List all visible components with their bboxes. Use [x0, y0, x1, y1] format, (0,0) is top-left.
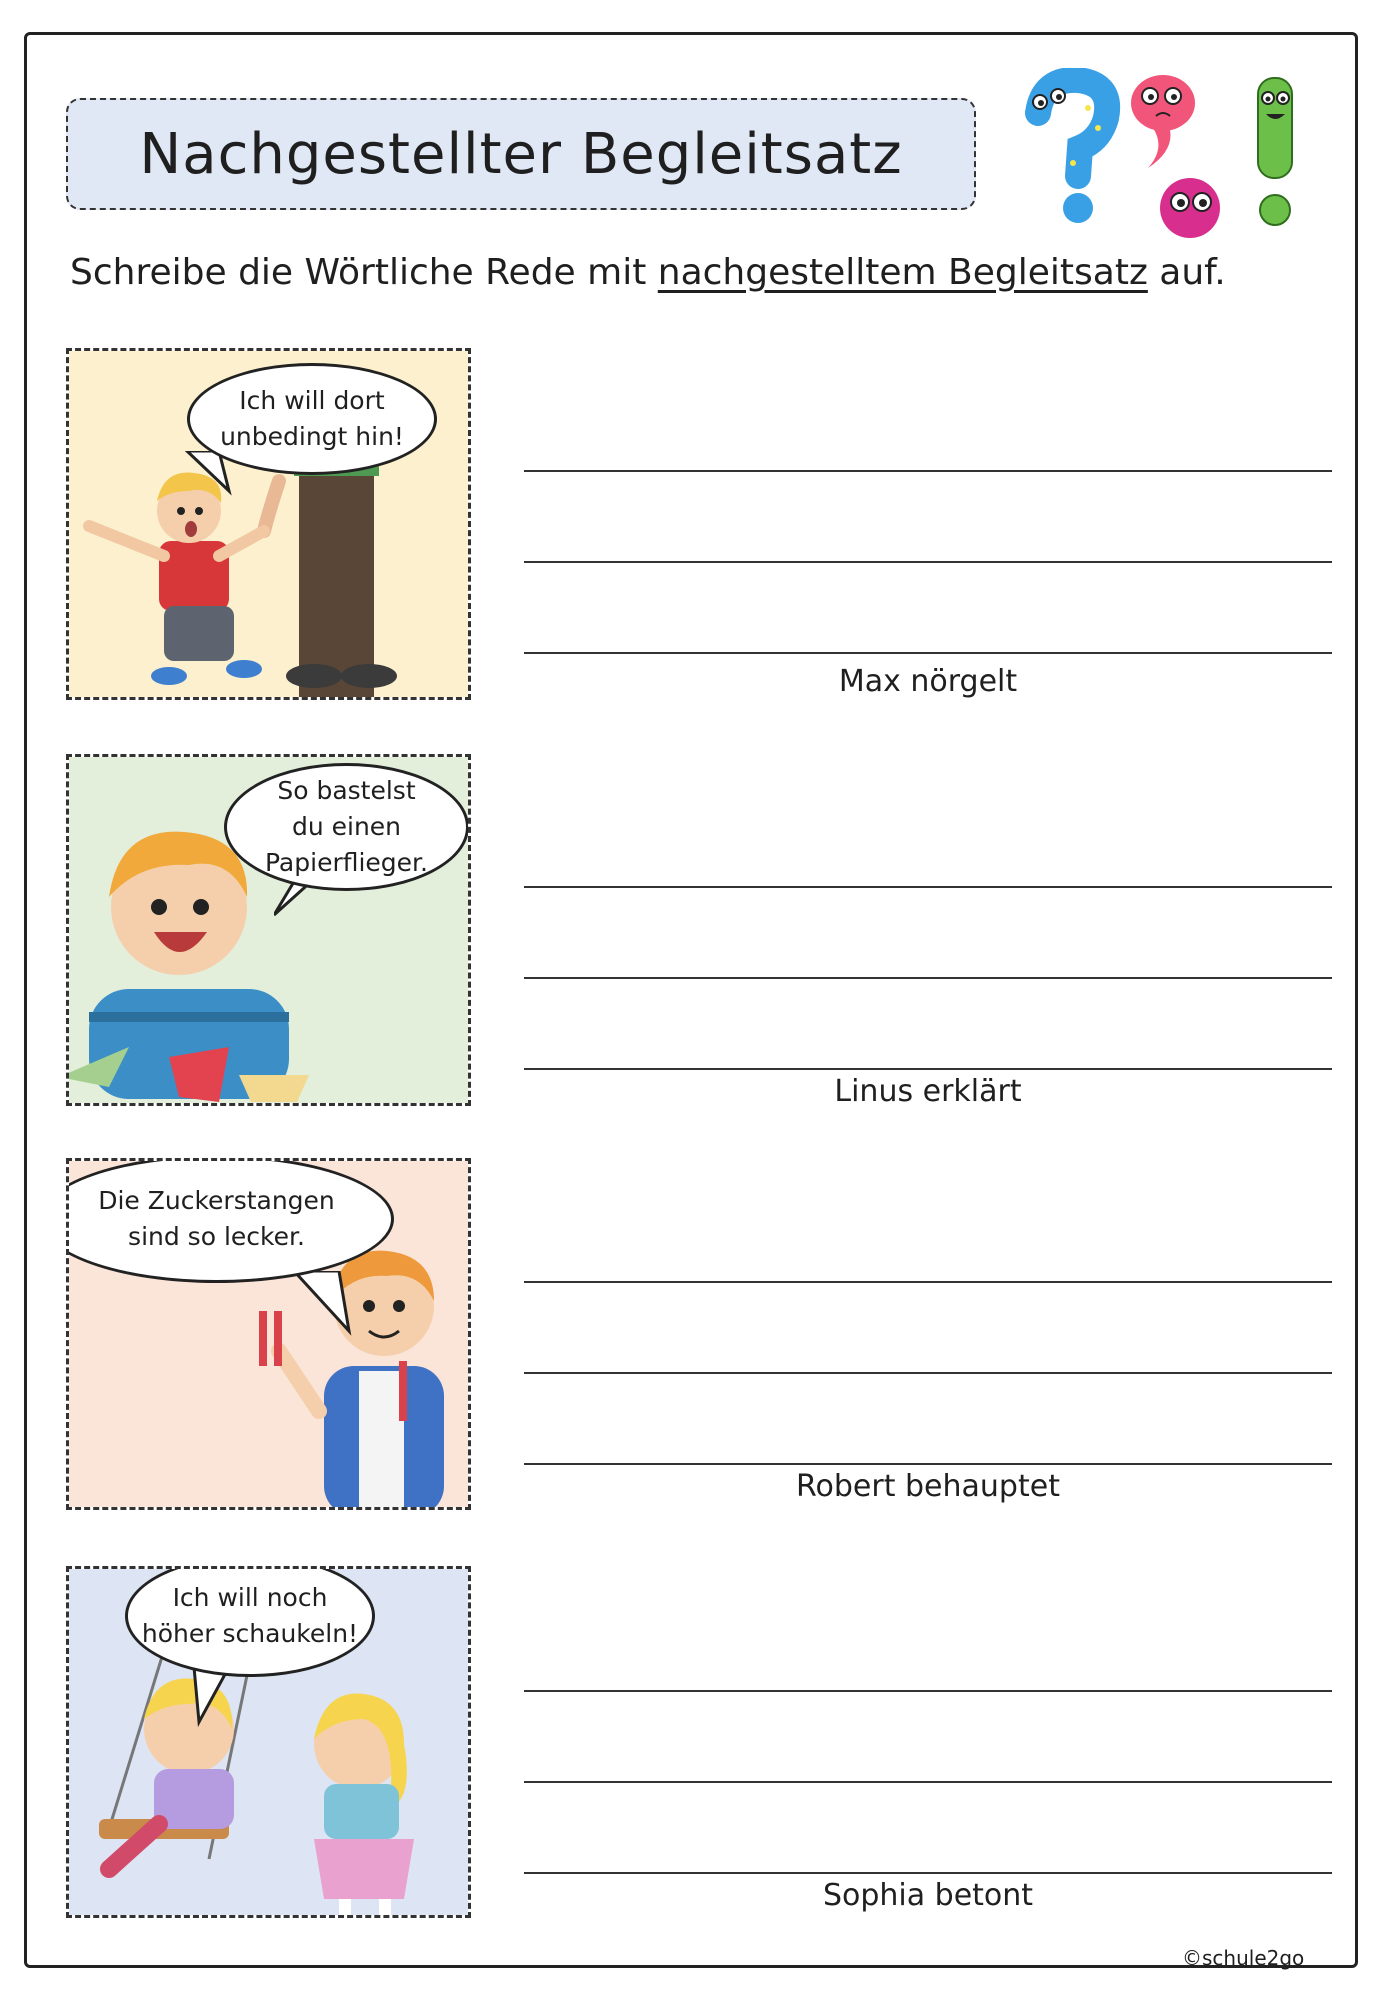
answer-line-3c[interactable]: [524, 1463, 1332, 1465]
answer-line-4a[interactable]: [524, 1690, 1332, 1692]
pink-comma-icon: [1131, 75, 1195, 168]
speech-bubble-2: So bastelst du einen Papierflieger.: [224, 763, 469, 891]
exercise-2-illustration: [66, 754, 471, 1106]
answer-line-1a[interactable]: [524, 470, 1332, 472]
speech-bubble-4: Ich will noch höher schaukeln!: [125, 1566, 375, 1677]
speaker-label-3: Robert behauptet: [796, 1469, 1060, 1504]
title-box: [66, 98, 976, 210]
answer-line-3a[interactable]: [524, 1281, 1332, 1283]
speech-bubble-1: Ich will dort unbedingt hin!: [187, 363, 437, 475]
instruction-text: Schreibe die Wörtliche Rede mit nachgestelltem Begleitsatz auf.: [70, 252, 1226, 293]
punctuation-characters-illustration: [1018, 68, 1318, 243]
speaker-label-2: Linus erklärt: [834, 1074, 1022, 1109]
answer-line-2b[interactable]: [524, 977, 1332, 979]
instruction-underlined: nachgestelltem Begleitsatz: [657, 252, 1148, 293]
answer-line-4c[interactable]: [524, 1872, 1332, 1874]
answer-line-4b[interactable]: [524, 1781, 1332, 1783]
speaker-label-1: Max nörgelt: [838, 664, 1018, 699]
magenta-period-icon: [1160, 178, 1220, 238]
speaker-label-4: Sophia betont: [822, 1878, 1034, 1913]
exercise-3-illustration: [66, 1158, 471, 1510]
answer-line-1c[interactable]: [524, 652, 1332, 654]
exercise-1-illustration: [66, 348, 471, 700]
answer-line-2a[interactable]: [524, 886, 1332, 888]
copyright-notice: ©schule2go: [1182, 1946, 1305, 1970]
answer-line-2c[interactable]: [524, 1068, 1332, 1070]
green-exclamation-mark-icon: [1258, 78, 1292, 225]
page-title: Nachgestellter Begleitsatz: [139, 121, 903, 187]
exercise-4-illustration: [66, 1566, 471, 1918]
speech-bubble-3: Die Zuckerstangen sind so lecker.: [66, 1158, 394, 1283]
answer-line-3b[interactable]: [524, 1372, 1332, 1374]
blue-question-mark-icon: [1033, 80, 1107, 223]
answer-line-1b[interactable]: [524, 561, 1332, 563]
